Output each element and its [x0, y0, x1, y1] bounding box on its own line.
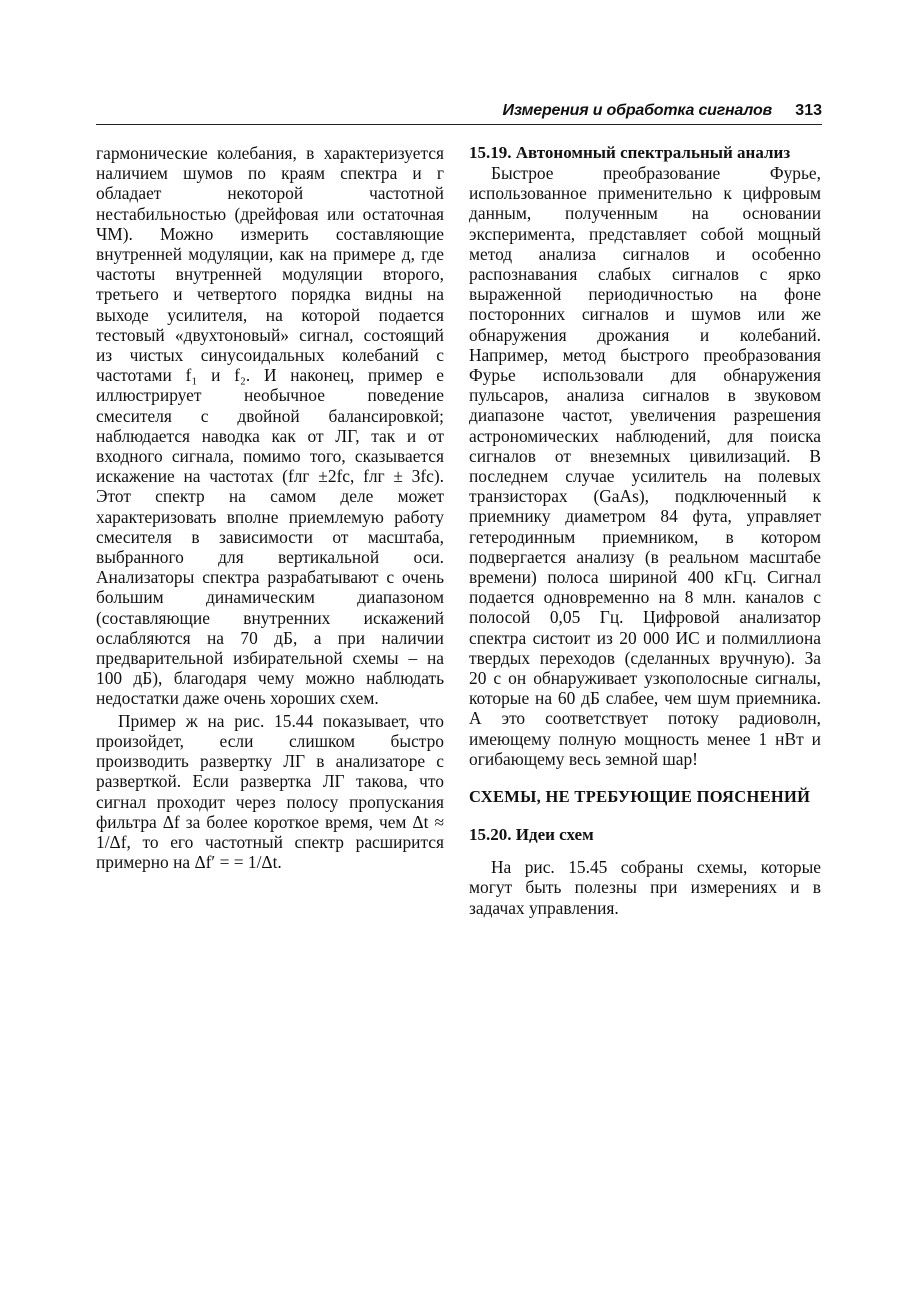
right-column	[469, 143, 821, 918]
section-15-19-text: Быстрое преобразование Фурье, использованное применительно к цифровым данным, полученным на основании эксперимента, представляет собой мощный метод анализа сигналов и особенно распознавания слабых сигналов с ярко выраженной периодичностью на фоне посторонних сигналов и шумов или же обнаружения дрожания и колебаний. Например, метод быстрого преобразования Фурье использовали для обнаружения пульсаров, анализа сигналов в звуковом диапазоне частот, увеличения разрешения астрономических наблюдений, для поиска сигналов от внеземных цивилизаций. В последнем случае усилитель на полевых транзисторах (GaAs), подключенный к приемнику диаметром 84 фута, управляет гетеродинным приемником, в котором подвергается анализу (в реальном масштабе времени) полоса шириной 400 кГц. Сигнал подается одновременно на 8 млн. каналов с полосой 0,05 Гц. Цифровой анализатор спектра систоит из 20 000 ИС и полмиллиона твердых переходов (сделанных вручную). За 20 с он обнаруживает узкополосные сигналы, которые на 60 дБ слабее, чем шум приемника. А это соответствует потоку радиоволн, имеющему полную мощность менее 1 нВт и огибающему весь земной шар!	[469, 163, 821, 769]
page-number: 313	[795, 102, 822, 119]
section-15-20-text: На рис. 15.45 собраны схемы, которые могут быть полезны при измерениях и в задачах управления.	[469, 857, 821, 918]
section-15-20-title: 15.20. Идеи схем	[469, 825, 594, 845]
section-15-19-title: 15.19. Автономный спектральный анализ	[469, 143, 791, 162]
left-column	[96, 143, 444, 872]
chapter-heading: СХЕМЫ, НЕ ТРЕБУЮЩИЕ ПОЯСНЕНИЙ	[469, 787, 811, 807]
running-title: Измерения и обработка сигналов	[502, 102, 772, 119]
paragraph-sweep-example: Пример ж на рис. 15.44 показывает, что произойдет, если слишком быстро производить развертку ЛГ в анализаторе с разверткой. Если развертка ЛГ такова, что сигнал проходит через полосу пропускания фильтра Δf за более короткое время, чем Δt ≈ 1/Δf, то его частотный спектр расширится примерно на Δf′ = = 1/Δt.	[96, 710, 444, 873]
paragraph-continued: гармонические колебания, в характеризуется наличием шумов по краям спектра и г обладает некоторой частотной нестабильностью (дрейфовая или остаточная ЧМ). Можно измерить составляющие внутренней модуляции, как на примере д, где частоты внутренней модуляции второго, третьего и четвертого порядка видны на выходе усилителя, на которой подается тестовый «двухтоновый» сигнал, состоящий из чистых синусоидальных колебаний с частотами f₁ и f₂. И наконец, пример е иллюстрирует необычное поведение смесителя с двойной балансировкой; наблюдается наводка как от ЛГ, так и от входного сигнала, помимо того, сказывается искажение на частотах (fлг ±2fc, fлг ± 3fc). Этот спектр на самом деле может характеризовать вполне приемлемую работу смесителя в зависимости от масштаба, выбранного для вертикальной оси. Анализаторы спектра разрабатывают с очень большим динамическим диапазоном (составляющие внутренних искажений ослабляются на 70 дБ, а при наличии предварительной избирательной схемы – на 100 дБ), благодаря чему можно наблюдать недостатки даже очень хороших схем.	[96, 143, 444, 709]
running-header	[96, 100, 822, 125]
